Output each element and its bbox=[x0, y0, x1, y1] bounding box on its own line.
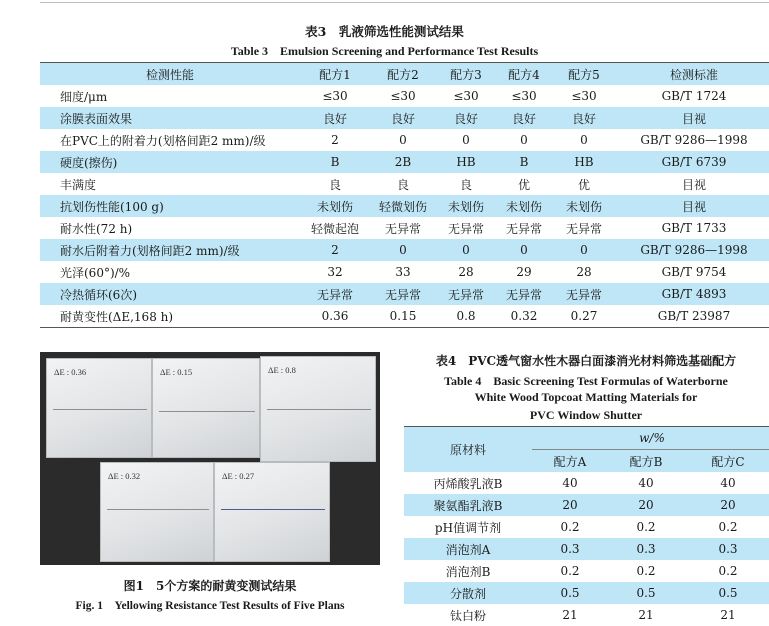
table3-cell: 0.36 bbox=[300, 305, 370, 328]
table3-cell: 0 bbox=[580, 133, 588, 147]
table3-header-cell: 配方4 bbox=[496, 63, 552, 86]
table4-header-row bbox=[404, 427, 769, 450]
table4 bbox=[404, 426, 769, 626]
table3-cell: 0 bbox=[462, 243, 470, 257]
table4-caption-cn: 表4 PVC透气窗水性木器白面漆消光材料筛选基础配方 bbox=[435, 354, 737, 368]
table4-cell: 0.2 bbox=[560, 520, 580, 534]
table4-cell: 0.5 bbox=[718, 586, 738, 600]
table3-cell: 2B bbox=[394, 155, 412, 169]
table3-cell: 28 bbox=[458, 265, 474, 279]
figure1-caption-en: Fig. 1 Yellowing Resistance Test Results of Five Plans bbox=[75, 600, 345, 612]
table3-caption-en: Table 3 Emulsion Screening and Performance Test Results bbox=[230, 44, 539, 58]
table3-header-row bbox=[40, 63, 769, 86]
table3-cell: 耐水性(72 h) bbox=[60, 221, 133, 236]
table4-cell: 0.3 bbox=[560, 542, 580, 556]
table3-row bbox=[40, 217, 769, 239]
table3-cell: 32 bbox=[327, 265, 343, 279]
table4-caption-en-line3: PVC Window Shutter bbox=[529, 408, 643, 422]
table3-cell: 良 bbox=[328, 177, 341, 192]
table3-row bbox=[40, 173, 769, 195]
table4-cell: 0.2 bbox=[636, 520, 656, 534]
table3-cell: 目视 bbox=[681, 199, 706, 214]
table3 bbox=[40, 62, 769, 328]
table3-cell: 29 bbox=[516, 265, 532, 279]
table4-header-material: 原材料 bbox=[404, 427, 532, 473]
table4-caption-en-line2: White Wood Topcoat Matting Materials for bbox=[474, 390, 698, 404]
table3-row bbox=[40, 129, 769, 151]
table3-cell: 在PVC上的附着力(划格间距2 mm)/级 bbox=[60, 133, 266, 148]
table3-header-cell: 配方2 bbox=[370, 63, 436, 86]
table3-cell: 无异常 bbox=[565, 221, 602, 236]
table3-cell: 无异常 bbox=[447, 221, 484, 236]
table3-cell: 0 bbox=[520, 243, 528, 257]
table3-row bbox=[40, 85, 769, 107]
table3-cell: B bbox=[519, 155, 529, 169]
table3-cell: 未划伤 bbox=[565, 199, 602, 214]
table3-cell: 0.15 bbox=[370, 305, 436, 328]
table3-cell: 0 bbox=[462, 133, 470, 147]
table3-cell: 耐水后附着力(划格间距2 mm)/级 bbox=[60, 243, 240, 258]
table3-cell: 0.32 bbox=[496, 305, 552, 328]
panel-label: ΔE : 0.15 bbox=[160, 367, 193, 377]
table3-cell: 良好 bbox=[390, 111, 415, 126]
table4-cell: 消泡剂B bbox=[445, 564, 491, 579]
table3-header-cell: 配方1 bbox=[300, 63, 370, 86]
table3-cell: GB/T 4893 bbox=[661, 287, 727, 301]
scratch-line bbox=[159, 411, 255, 412]
table4-subheader-cell: 配方B bbox=[629, 454, 663, 469]
table3-cell: 轻微起泡 bbox=[310, 221, 359, 236]
page-top-rule bbox=[40, 2, 769, 3]
table4-cell: 聚氨酯乳液B bbox=[433, 498, 503, 513]
table3-cell: 光泽(60°)/% bbox=[60, 265, 131, 280]
table3-cell: 28 bbox=[576, 265, 592, 279]
table3-cell: 目视 bbox=[681, 177, 706, 192]
table3-cell: 0 bbox=[520, 133, 528, 147]
table4-cell: 21 bbox=[638, 608, 654, 622]
table3-cell: GB/T 6739 bbox=[661, 155, 727, 169]
table4-cell: 0.3 bbox=[718, 542, 738, 556]
scratch-line bbox=[221, 509, 325, 510]
table3-cell: GB/T 23987 bbox=[616, 305, 769, 328]
table3-cell: 良好 bbox=[571, 111, 596, 126]
table4-cell: pH值调节剂 bbox=[434, 520, 502, 535]
table3-header-cell: 配方5 bbox=[552, 63, 616, 86]
figure1-caption-cn: 图1 5个方案的耐黄变测试结果 bbox=[123, 579, 297, 593]
table3-cell: 无异常 bbox=[384, 221, 421, 236]
table3-cell: ≤30 bbox=[390, 89, 416, 103]
table4-cell: 21 bbox=[562, 608, 578, 622]
table4-cell: 钛白粉 bbox=[449, 608, 486, 623]
table3-row bbox=[40, 195, 769, 217]
table4-cell: 40 bbox=[720, 476, 736, 490]
table3-cell: B bbox=[330, 155, 340, 169]
table3-cell: GB/T 9754 bbox=[661, 265, 727, 279]
table4-row bbox=[404, 538, 769, 560]
table3-cell: 无异常 bbox=[384, 287, 421, 302]
table3-cell: 细度/μm bbox=[60, 89, 108, 104]
table3-cell: 无异常 bbox=[505, 287, 542, 302]
table3-cell: 良好 bbox=[322, 111, 347, 126]
table3-cell: 0 bbox=[399, 243, 407, 257]
table3-cell: 0 bbox=[399, 133, 407, 147]
table3-cell: 2 bbox=[331, 133, 339, 147]
table3-cell: 33 bbox=[395, 265, 411, 279]
table3-row bbox=[40, 239, 769, 261]
table3-cell: 优 bbox=[517, 177, 530, 192]
table3-header-cell: 配方3 bbox=[436, 63, 496, 86]
table4-cell: 0.2 bbox=[636, 564, 656, 578]
table4-row bbox=[404, 516, 769, 538]
table4-cell: 丙烯酸乳液B bbox=[433, 476, 503, 491]
table3-row bbox=[40, 107, 769, 129]
table3-cell: 冷热循环(6次) bbox=[60, 287, 137, 302]
table4-cell: 0.5 bbox=[636, 586, 656, 600]
table4-cell: 40 bbox=[562, 476, 578, 490]
table3-header-cell: 检测性能 bbox=[40, 63, 300, 86]
table3-caption-cn: 表3 乳液筛选性能测试结果 bbox=[305, 24, 464, 39]
table3-cell: ≤30 bbox=[571, 89, 597, 103]
table3-cell: 抗划伤性能(100 g) bbox=[60, 199, 164, 214]
table3-cell: 无异常 bbox=[565, 287, 602, 302]
table4-cell: 20 bbox=[562, 498, 578, 512]
panel-label: ΔE : 0.32 bbox=[108, 471, 141, 481]
table3-cell: GB/T 1733 bbox=[661, 221, 727, 235]
sample-panel-4 bbox=[100, 462, 214, 562]
table3-cell: 未划伤 bbox=[316, 199, 353, 214]
table4-cell: 21 bbox=[720, 608, 736, 622]
table3-cell: 丰满度 bbox=[60, 177, 97, 192]
table4-cell: 0.5 bbox=[560, 586, 580, 600]
table4-header-group: w/% bbox=[532, 427, 769, 450]
table3-cell: 涂膜表面效果 bbox=[60, 111, 133, 126]
table3-cell: 0 bbox=[580, 243, 588, 257]
table3-cell: ≤30 bbox=[322, 89, 348, 103]
table4-cell: 消泡剂A bbox=[445, 542, 491, 557]
sample-panel-2 bbox=[152, 358, 260, 458]
table4-cell: 0.2 bbox=[560, 564, 580, 578]
table4-subheader-cell: 配方A bbox=[553, 454, 587, 469]
table3-cell: HB bbox=[574, 155, 594, 169]
table4-cell: 0.2 bbox=[718, 520, 738, 534]
table3-cell: 良 bbox=[459, 177, 472, 192]
table4-cell: 分散剂 bbox=[449, 586, 486, 601]
table4-row bbox=[404, 472, 769, 494]
table3-row bbox=[40, 283, 769, 305]
table4-cell: 20 bbox=[638, 498, 654, 512]
table3-cell: 优 bbox=[577, 177, 590, 192]
table3-cell: ≤30 bbox=[511, 89, 537, 103]
sample-panel-3 bbox=[260, 356, 376, 462]
panel-label: ΔE : 0.36 bbox=[54, 367, 87, 377]
table4-row bbox=[404, 582, 769, 604]
table3-cell: 无异常 bbox=[316, 287, 353, 302]
table3-row bbox=[40, 261, 769, 283]
table3-header-cell: 检测标准 bbox=[616, 63, 769, 86]
table3-cell: 无异常 bbox=[447, 287, 484, 302]
table3-cell: 良 bbox=[396, 177, 409, 192]
table3-row bbox=[40, 305, 769, 328]
panel-label: ΔE : 0.8 bbox=[268, 365, 296, 375]
table3-cell: 2 bbox=[331, 243, 339, 257]
table3-cell: 目视 bbox=[681, 111, 706, 126]
table4-cell: 40 bbox=[638, 476, 654, 490]
table3-row bbox=[40, 151, 769, 173]
table3-cell: 良好 bbox=[511, 111, 536, 126]
sample-panel-5 bbox=[214, 462, 330, 562]
table3-cell: GB/T 9286—1998 bbox=[640, 243, 748, 257]
sample-panel-1 bbox=[46, 358, 152, 458]
table3-cell: 0.8 bbox=[436, 305, 496, 328]
table3-cell: 硬度(擦伤) bbox=[60, 155, 118, 170]
table3-cell: 0.27 bbox=[552, 305, 616, 328]
table3-cell: 无异常 bbox=[505, 221, 542, 236]
scratch-line bbox=[267, 409, 371, 410]
figure1-photo bbox=[40, 352, 380, 565]
scratch-line bbox=[107, 509, 209, 510]
table4-row bbox=[404, 560, 769, 582]
table3-cell: 未划伤 bbox=[505, 199, 542, 214]
panel-label: ΔE : 0.27 bbox=[222, 471, 255, 481]
table3-cell: 未划伤 bbox=[447, 199, 484, 214]
table3-cell: 耐黄变性(ΔE,168 h) bbox=[40, 305, 300, 328]
table3-cell: 良好 bbox=[453, 111, 478, 126]
table3-cell: 轻微划伤 bbox=[378, 199, 427, 214]
table4-cell: 0.2 bbox=[718, 564, 738, 578]
table4-subheader-cell: 配方C bbox=[711, 454, 745, 469]
table4-row bbox=[404, 494, 769, 516]
scratch-line bbox=[53, 409, 147, 410]
table4-row bbox=[404, 604, 769, 626]
table3-cell: HB bbox=[456, 155, 476, 169]
table4-cell: 20 bbox=[720, 498, 736, 512]
table3-cell: GB/T 9286—1998 bbox=[640, 133, 748, 147]
table4-cell: 0.3 bbox=[636, 542, 656, 556]
table3-cell: GB/T 1724 bbox=[661, 89, 727, 103]
table3-cell: ≤30 bbox=[453, 89, 479, 103]
table4-caption-en-line1: Table 4 Basic Screening Test Formulas of Waterborne bbox=[444, 374, 728, 388]
